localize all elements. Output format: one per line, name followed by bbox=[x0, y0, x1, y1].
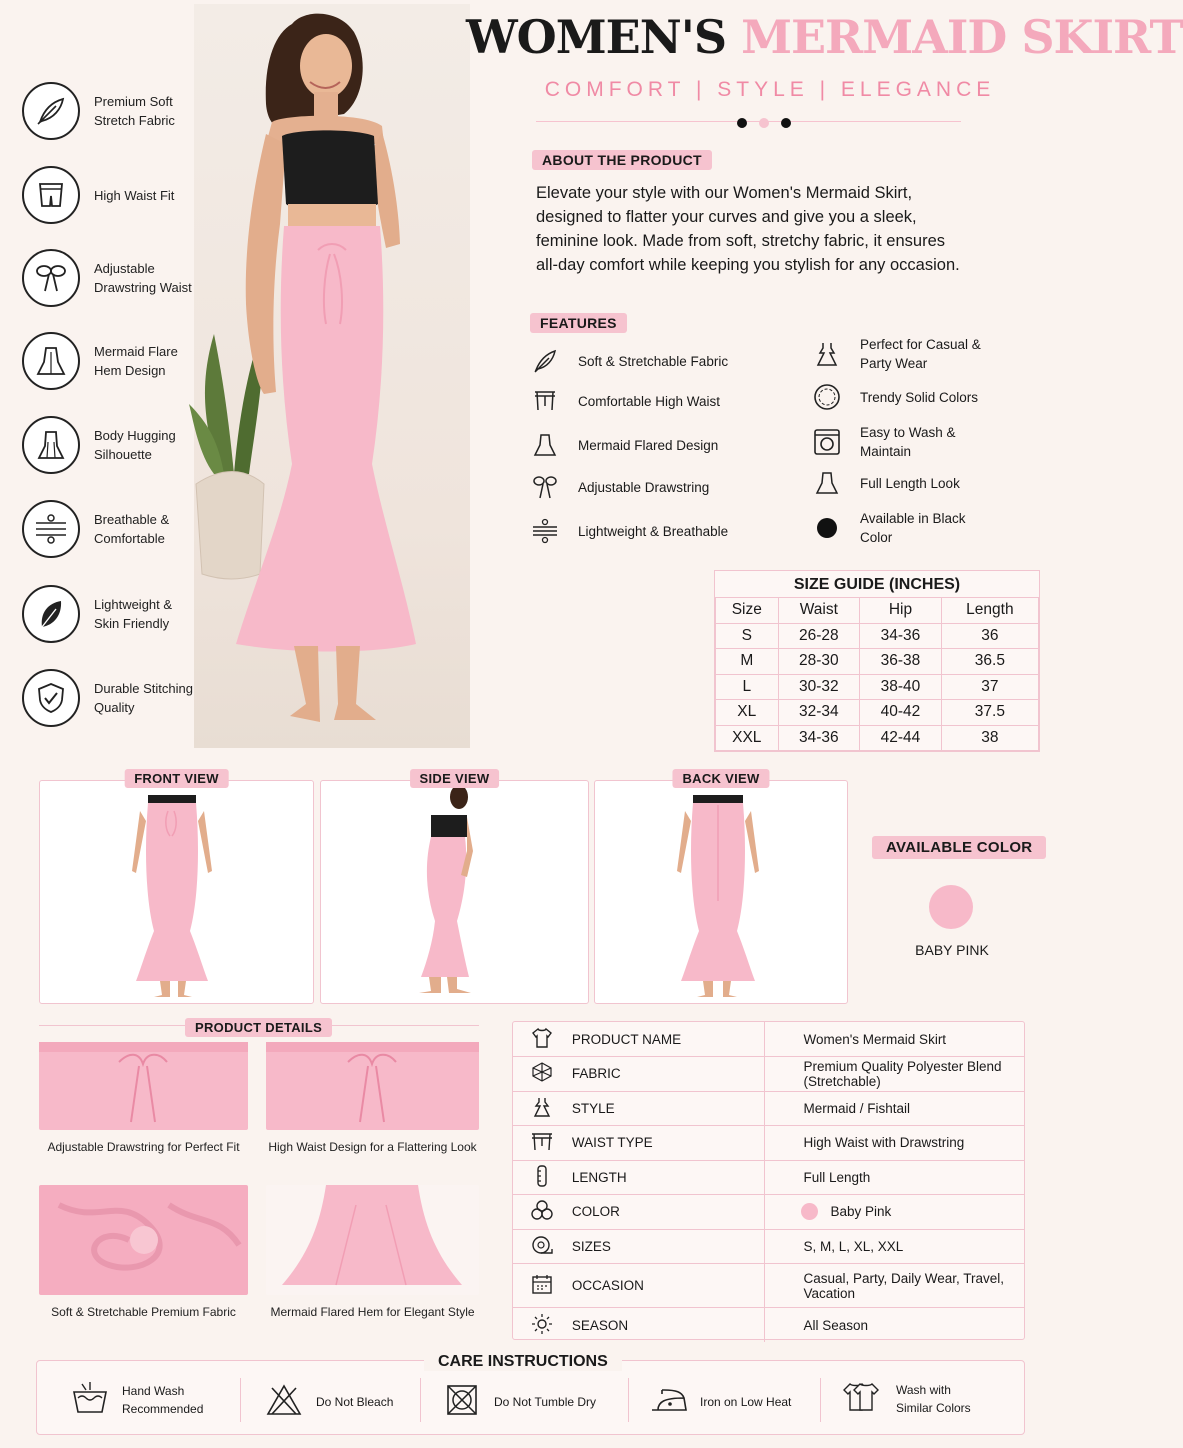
spec-label: SIZES bbox=[572, 1229, 765, 1264]
table-row bbox=[716, 725, 1039, 751]
iron-icon bbox=[650, 1386, 688, 1417]
skirt-icon bbox=[530, 430, 560, 460]
left-feature-8 bbox=[22, 669, 197, 727]
detail-caption: Mermaid Flared Hem for Elegant Style bbox=[270, 1305, 475, 1319]
size-guide-heading: SIZE GUIDE (INCHES) bbox=[793, 576, 961, 593]
color-name: BABY PINK bbox=[915, 942, 989, 958]
table-row bbox=[513, 1022, 1024, 1057]
spec-label: WAIST TYPE bbox=[572, 1126, 765, 1161]
divider bbox=[420, 1378, 421, 1422]
table-row bbox=[513, 1126, 1024, 1161]
cell: M bbox=[716, 649, 779, 675]
color-dot bbox=[801, 1203, 818, 1220]
skirt-icon bbox=[812, 468, 842, 498]
side-view-label: SIDE VIEW bbox=[410, 769, 500, 788]
spec-label: PRODUCT NAME bbox=[572, 1022, 765, 1057]
spec-table-panel bbox=[512, 1021, 1025, 1340]
feature-label: Comfortable High Waist bbox=[578, 393, 721, 409]
feature-label: Full Length Look bbox=[860, 475, 960, 491]
feature-label: Easy to Wash & Maintain bbox=[860, 425, 956, 459]
calendar-icon bbox=[513, 1264, 572, 1308]
feature-label: Available in Black Color bbox=[860, 511, 966, 545]
skirt-icon bbox=[22, 416, 80, 474]
cell: 36-38 bbox=[860, 649, 942, 675]
cell: 37.5 bbox=[941, 700, 1038, 726]
detail-image-fabric bbox=[39, 1185, 248, 1295]
available-color-heading: AVAILABLE COLOR bbox=[872, 836, 1046, 859]
color-swatch-baby-pink bbox=[929, 885, 973, 929]
spec-label: STYLE bbox=[572, 1091, 765, 1126]
no-tumble-dry-icon bbox=[446, 1384, 478, 1419]
spec-value: Premium Quality Polyester Blend (Stretchable) bbox=[765, 1057, 1024, 1092]
spec-value: Baby Pink bbox=[830, 1204, 892, 1220]
detail-caption: Adjustable Drawstring for Perfect Fit bbox=[47, 1140, 240, 1154]
airflow-icon bbox=[22, 500, 80, 558]
front-view-image bbox=[40, 781, 315, 1003]
table-row bbox=[513, 1195, 1024, 1230]
back-view-image bbox=[595, 781, 849, 1003]
features-heading-wrap bbox=[530, 313, 627, 333]
cell: 36 bbox=[941, 623, 1038, 649]
spec-label: FABRIC bbox=[572, 1057, 765, 1092]
title-part-1: WOMEN'S bbox=[466, 10, 727, 64]
spec-value: S, M, L, XL, XXL bbox=[765, 1229, 1024, 1264]
spec-value: Full Length bbox=[765, 1160, 1024, 1195]
feature-item bbox=[530, 472, 800, 502]
fabric-icon bbox=[513, 1057, 572, 1092]
table-row bbox=[513, 1308, 1024, 1343]
cell: 28-30 bbox=[778, 649, 860, 675]
col-header: Waist bbox=[778, 598, 860, 624]
care-item bbox=[70, 1380, 222, 1419]
table-row bbox=[513, 1264, 1024, 1308]
care-label: Do Not Tumble Dry bbox=[494, 1394, 597, 1409]
col-header: Length bbox=[941, 598, 1038, 624]
spec-label: SEASON bbox=[572, 1308, 765, 1343]
divider bbox=[628, 1378, 629, 1422]
spec-label: COLOR bbox=[572, 1195, 765, 1230]
cell: 30-32 bbox=[778, 674, 860, 700]
divider bbox=[820, 1378, 821, 1422]
spec-table bbox=[513, 1022, 1024, 1342]
cell: L bbox=[716, 674, 779, 700]
plant-decoration bbox=[189, 324, 264, 579]
left-feature-label: Premium Soft Stretch Fabric bbox=[94, 94, 175, 128]
care-label: Do Not Bleach bbox=[316, 1394, 394, 1409]
detail-caption: High Waist Design for a Flattering Look bbox=[268, 1140, 477, 1154]
feather-icon bbox=[22, 82, 80, 140]
back-view-panel bbox=[594, 771, 848, 1004]
bow-icon bbox=[22, 249, 80, 307]
left-feature-3 bbox=[22, 249, 197, 307]
cell: XL bbox=[716, 700, 779, 726]
spec-value-color bbox=[765, 1195, 1024, 1230]
table-row bbox=[716, 623, 1039, 649]
feature-label: Soft & Stretchable Fabric bbox=[578, 353, 729, 369]
shield-icon bbox=[22, 669, 80, 727]
left-feature-label: Adjustable Drawstring Waist bbox=[94, 261, 192, 295]
washing-machine-icon bbox=[812, 427, 842, 457]
table-row bbox=[513, 1160, 1024, 1195]
feature-label: Trendy Solid Colors bbox=[860, 389, 979, 405]
table-row bbox=[513, 1229, 1024, 1264]
size-table bbox=[715, 597, 1039, 751]
dress-icon bbox=[513, 1091, 572, 1126]
table-row bbox=[513, 1091, 1024, 1126]
feature-item bbox=[812, 422, 1032, 462]
table-row bbox=[513, 1057, 1024, 1092]
ruler-icon bbox=[513, 1160, 572, 1195]
no-bleach-icon bbox=[266, 1384, 302, 1419]
tshirt-icon bbox=[513, 1022, 572, 1057]
care-heading: CARE INSTRUCTIONS bbox=[424, 1353, 622, 1371]
detail-caption: Soft & Stretchable Premium Fabric bbox=[51, 1305, 236, 1319]
cell: 32-34 bbox=[778, 700, 860, 726]
dress-icon bbox=[812, 339, 842, 369]
size-table-header bbox=[716, 598, 1039, 624]
waist-icon bbox=[530, 386, 560, 416]
front-view-label: FRONT VIEW bbox=[124, 769, 229, 788]
care-item bbox=[446, 1384, 596, 1419]
title-part-2: MERMAID SKIRT bbox=[741, 10, 1183, 64]
left-feature-label: Lightweight & Skin Friendly bbox=[94, 597, 173, 631]
divider bbox=[240, 1378, 241, 1422]
table-row bbox=[716, 674, 1039, 700]
left-feature-1 bbox=[22, 82, 197, 140]
available-color-heading-wrap bbox=[872, 836, 1046, 859]
front-view-panel bbox=[39, 771, 314, 1004]
tape-icon bbox=[513, 1229, 572, 1264]
feature-label: Perfect for Casual & Party Wear bbox=[860, 337, 981, 371]
cell: 42-44 bbox=[860, 725, 942, 751]
about-heading-wrap bbox=[532, 150, 712, 170]
feature-item bbox=[530, 346, 800, 376]
similar-colors-icon bbox=[842, 1380, 882, 1417]
palette-icon bbox=[513, 1195, 572, 1230]
care-item bbox=[650, 1386, 791, 1417]
back-view-label: BACK VIEW bbox=[672, 769, 769, 788]
cell: 38 bbox=[941, 725, 1038, 751]
product-details-heading-wrap bbox=[185, 1017, 332, 1037]
cell: 38-40 bbox=[860, 674, 942, 700]
cell: 37 bbox=[941, 674, 1038, 700]
care-item bbox=[266, 1384, 393, 1419]
product-details-heading: PRODUCT DETAILS bbox=[185, 1018, 332, 1037]
left-feature-label: Mermaid Flare Hem Design bbox=[94, 344, 178, 378]
features-heading: FEATURES bbox=[530, 313, 627, 333]
feature-item bbox=[812, 382, 1032, 412]
spec-value: High Waist with Drawstring bbox=[765, 1126, 1024, 1161]
features-left-list bbox=[530, 346, 800, 546]
detail-image-high-waist bbox=[266, 1042, 479, 1130]
hand-wash-icon bbox=[70, 1380, 110, 1419]
black-dot-icon bbox=[812, 513, 842, 543]
features-right-list bbox=[812, 334, 1032, 548]
spec-value: Mermaid / Fishtail bbox=[765, 1091, 1024, 1126]
feature-item bbox=[812, 508, 1032, 548]
cell: 40-42 bbox=[860, 700, 942, 726]
cell: 26-28 bbox=[778, 623, 860, 649]
feature-label: Adjustable Drawstring bbox=[578, 479, 710, 495]
left-feature-7 bbox=[22, 585, 197, 643]
cell: 36.5 bbox=[941, 649, 1038, 675]
col-header: Hip bbox=[860, 598, 942, 624]
care-item bbox=[842, 1380, 986, 1417]
left-feature-4 bbox=[22, 332, 197, 390]
cell: S bbox=[716, 623, 779, 649]
detail-image-drawstring bbox=[39, 1042, 248, 1130]
model-photo bbox=[194, 4, 470, 748]
feature-item bbox=[812, 468, 1032, 498]
feature-item bbox=[530, 386, 800, 416]
side-view-image bbox=[321, 781, 590, 1003]
side-view-panel bbox=[320, 771, 589, 1004]
sun-icon bbox=[513, 1308, 572, 1343]
left-feature-label: Breathable & Comfortable bbox=[94, 512, 170, 546]
left-feature-6 bbox=[22, 500, 197, 558]
waist-icon bbox=[22, 166, 80, 224]
feather-icon bbox=[530, 346, 560, 376]
left-feature-5 bbox=[22, 416, 197, 474]
left-feature-label: Body Hugging Silhouette bbox=[94, 428, 176, 462]
spec-value: All Season bbox=[765, 1308, 1024, 1343]
about-heading: ABOUT THE PRODUCT bbox=[532, 150, 712, 170]
airflow-icon bbox=[530, 516, 560, 546]
size-guide bbox=[714, 570, 1040, 752]
color-wheel-icon bbox=[812, 382, 842, 412]
left-feature-label: High Waist Fit bbox=[94, 187, 175, 203]
about-text: Elevate your style with our Women's Mermaid Skirt, designed to flatter your curves and give you a sleek, feminine look. Made from soft, stretchy fabric, it ensures all-day comfort while keeping you stylish for any occasion. bbox=[536, 184, 960, 274]
feature-label: Mermaid Flared Design bbox=[578, 437, 719, 453]
waist-icon bbox=[513, 1126, 572, 1161]
left-feature-2 bbox=[22, 166, 197, 224]
left-feature-label: Durable Stitching Quality bbox=[94, 681, 193, 715]
spec-label: LENGTH bbox=[572, 1160, 765, 1195]
cell: XXL bbox=[716, 725, 779, 751]
detail-image-hem bbox=[266, 1185, 479, 1295]
care-label: Hand Wash Recommended bbox=[122, 1383, 204, 1416]
leaf-icon bbox=[22, 585, 80, 643]
col-header: Size bbox=[716, 598, 779, 624]
spec-label: OCCASION bbox=[572, 1264, 765, 1308]
feature-item bbox=[530, 430, 800, 460]
cell: 34-36 bbox=[860, 623, 942, 649]
feature-label: Lightweight & Breathable bbox=[578, 523, 729, 539]
spec-value: Women's Mermaid Skirt bbox=[803, 1031, 947, 1047]
feature-item bbox=[530, 516, 800, 546]
dots-decoration bbox=[737, 118, 791, 128]
care-label: Wash with Similar Colors bbox=[896, 1382, 971, 1415]
bow-icon bbox=[530, 472, 560, 502]
table-row bbox=[716, 700, 1039, 726]
cell: 34-36 bbox=[778, 725, 860, 751]
page-subtitle: COMFORT | STYLE | ELEGANCE bbox=[544, 78, 996, 101]
spec-value: Casual, Party, Daily Wear, Travel, Vacation bbox=[765, 1264, 1024, 1308]
table-row bbox=[716, 649, 1039, 675]
skirt-icon bbox=[22, 332, 80, 390]
feature-item bbox=[812, 334, 1032, 374]
page-title bbox=[466, 10, 1183, 64]
care-label: Iron on Low Heat bbox=[700, 1394, 792, 1409]
